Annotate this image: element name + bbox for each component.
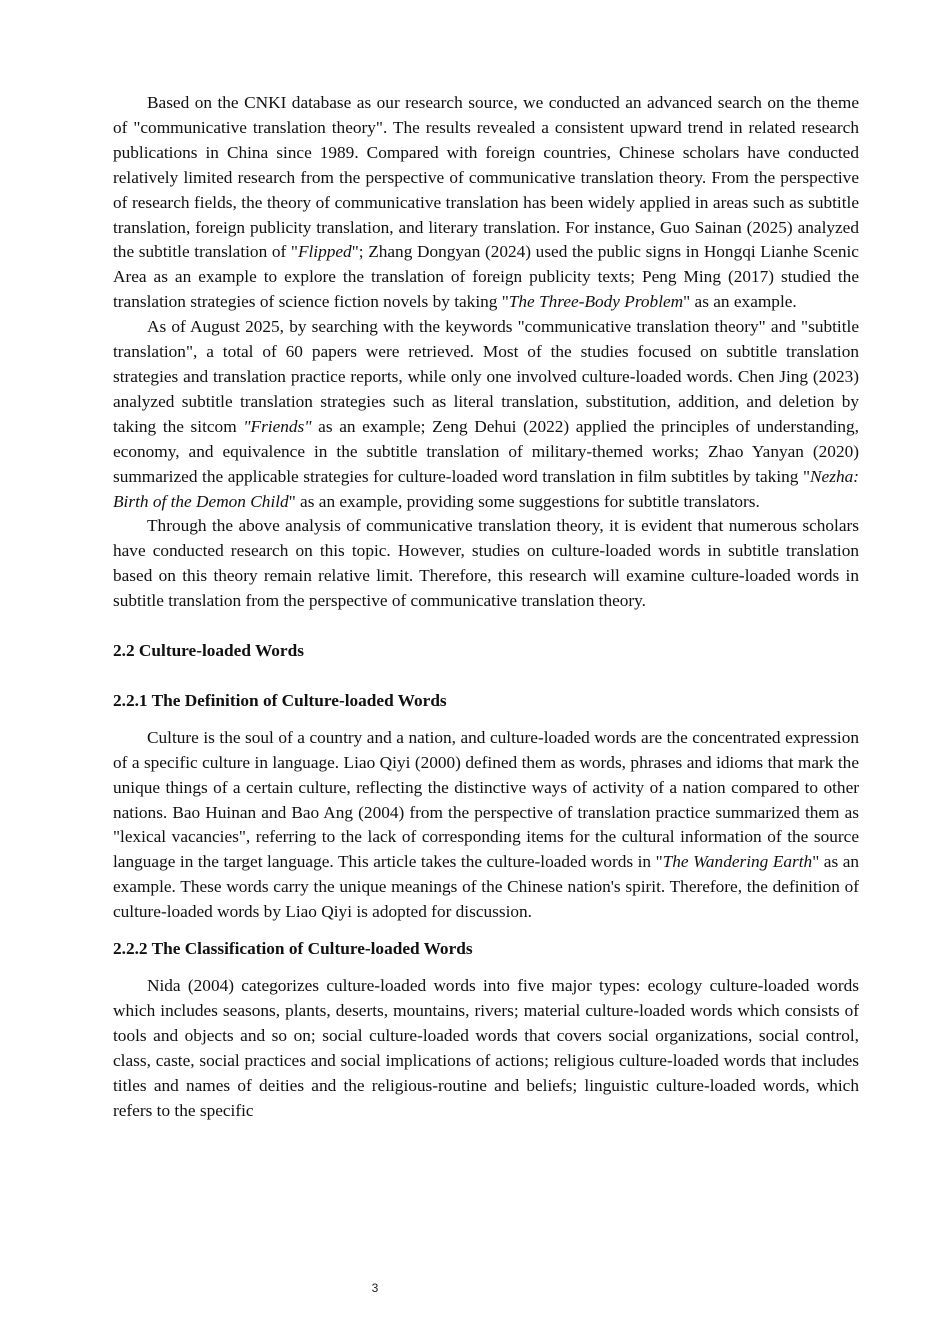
spacer bbox=[113, 925, 859, 937]
paragraph-analysis-summary: Through the above analysis of communicative translation theory, it is evident that numerous scholars have conducted research on this topic. However, studies on culture-loaded words in subtitle translation based on this theory remain relative limit. Therefore, this research will examine culture-loaded words in subtitle translation from the perspective of communicative translation theory. bbox=[113, 516, 859, 611]
paragraph-text: as an example; Zeng Dehui (2022) applied the principles of understanding, economy, and equivalence in the subtitle translation of military-themed works; Zhao Yanyan (2020) summarized the applicable strategies for culture-loaded word translation in film subtitles by taking " bbox=[113, 416, 859, 486]
paragraph-definition-culture-loaded-words bbox=[113, 726, 859, 925]
paragraph-text: Culture is the soul of a country and a nation, and culture-loaded words are the concentrated expression of a specific culture in language. Liao Qiyi (2000) defined them as words, phrases and idioms that mark the unique things of a certain culture, reflecting the distinctive ways of activity of a nation compared to other nations. Bao Huinan and Bao Ang (2004) from the perspective of translation practice summarized them as "lexical vacancies", referring to the lack of corresponding items for the cultural information of the source language in the target language. This article takes the culture-loaded words in " bbox=[113, 727, 859, 872]
document-page bbox=[113, 91, 859, 1123]
paragraph-text: Based on the CNKI database as our research source, we conducted an advanced search on the theme of "communicative translation theory". The results revealed a consistent upward trend in related research publications in China since 1989. Compared with foreign countries, Chinese scholars have conducted relatively limited research from the perspective of communicative translation theory. From the perspective of research fields, the theory of communicative translation has been widely applied in areas such as subtitle translation, foreign publicity translation, and literary translation. For instance, Guo Sainan (2025) analyzed the subtitle translation of " bbox=[113, 93, 859, 262]
paragraph-communicative-translation-research bbox=[113, 91, 859, 315]
paragraph-text: " as an example. bbox=[683, 292, 797, 312]
page-number: 3 bbox=[371, 1281, 379, 1295]
spacer bbox=[113, 614, 859, 639]
spacer bbox=[113, 714, 859, 726]
italic-title-three-body-problem: The Three-Body Problem bbox=[508, 292, 684, 312]
spacer bbox=[113, 962, 859, 974]
italic-title-nezha: Nezha: Birth of the Demon Child bbox=[113, 466, 859, 511]
italic-title-wandering-earth: The Wandering Earth bbox=[662, 852, 813, 872]
section-heading-2-2: 2.2 Culture-loaded Words bbox=[113, 641, 304, 661]
paragraph-text: " as an example. These words carry the unique meanings of the Chinese nation's spirit. Therefore, the definition of culture-loaded words by Liao Qiyi is adopted for discussion. bbox=[113, 852, 860, 922]
paragraph-text: " as an example, providing some suggestions for subtitle translators. bbox=[288, 491, 760, 511]
italic-title-flipped: Flipped bbox=[297, 242, 352, 262]
italic-title-friends: "Friends" bbox=[243, 416, 312, 436]
paragraph-text: As of August 2025, by searching with the keywords "communicative translation theory" and "subtitle translation", a total of 60 papers were retrieved. Most of the studies focused on subtitle translation strategies and translation practice reports, while only one involved culture-loaded words. Chen Jing (2023) analyzed subtitle translation strategies such as literal translation, substitution, addition, and deletion by taking the sitcom bbox=[113, 317, 859, 436]
paragraph-classification-culture-loaded-words: Nida (2004) categorizes culture-loaded words into five major types: ecology culture-loaded words which includes seasons, plants, deserts, mountains, rivers; material culture-loaded words which consists of tools and objects and so on; social culture-loaded words that covers social organizations, social control, class, caste, social practices and social implications of actions; religious culture-loaded words that includes titles and names of deities and the religious-routine and beliefs; linguistic culture-loaded words, which refers to the specific bbox=[113, 976, 859, 1120]
paragraph-text: "; Zhang Dongyan (2024) used the public signs in Hongqi Lianhe Scenic Area as an example to explore the translation of foreign publicity texts; Peng Ming (2017) studied the translation strategies of science fiction novels by taking " bbox=[113, 242, 859, 312]
paragraph-subtitle-translation-studies bbox=[113, 315, 859, 514]
spacer bbox=[113, 664, 859, 689]
section-heading-2-2-2: 2.2.2 The Classification of Culture-loaded Words bbox=[113, 939, 473, 959]
section-heading-2-2-1: 2.2.1 The Definition of Culture-loaded Words bbox=[113, 690, 447, 710]
